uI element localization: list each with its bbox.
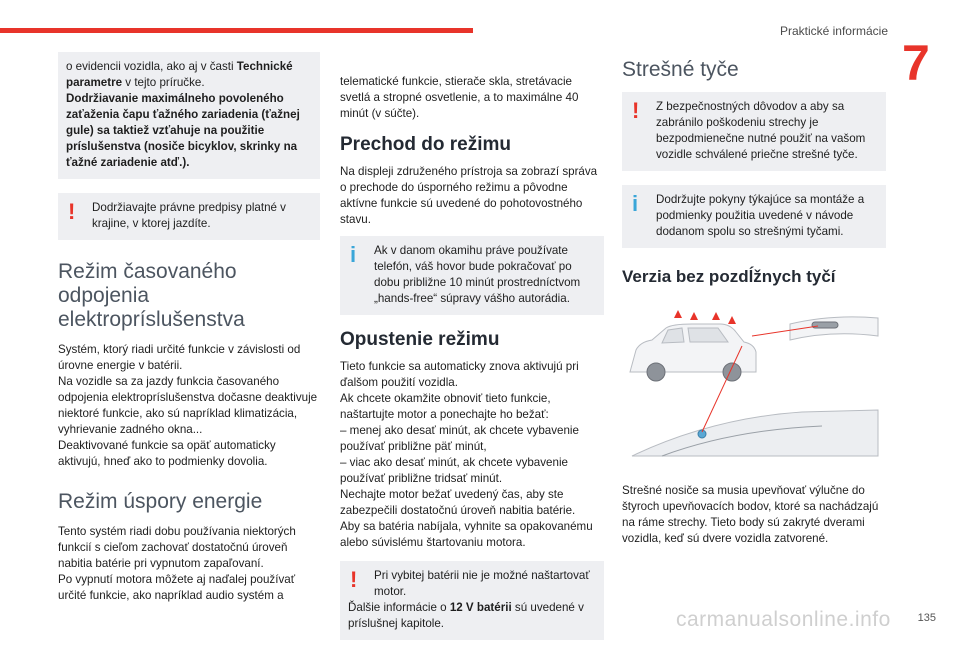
page-number: 135 (917, 612, 936, 624)
heading-timed-disconnect: Režim časovaného odpojenia elektropríslušenstva (58, 260, 245, 331)
paragraph: Na vozidle sa za jazdy funkcia časovaného odpojenia elektropríslušenstva dočasne deaktivuje niektoré funkcie, ako sú napríklad klimatizácia, vyhrievanie zadného okna... (58, 375, 318, 436)
paragraph: Nechajte motor bežať uvedený čas, aby ste zabezpečili dostatočnú úroveň nabitia batérie. (340, 488, 576, 517)
towbar-load-note: Dodržiavanie maximálneho povoleného zaťaženia čapu ťažného zariadenia (ťažnej gule) sa taktiež vzťahuje na použitie príslušenstva (nosiče bicyklov, skrinky na ťažné zariadenie atď.). (66, 92, 300, 169)
warning-box-legal: ! Dodržiavajte právne predpisy platné v krajine, v ktorej jazdíte. (58, 193, 320, 240)
watermark: carmanualsonline.info (676, 608, 891, 631)
warning-icon: ! (350, 567, 358, 592)
roof-bar-mounting-illustration (622, 306, 884, 466)
heading-leaving-mode: Opustenie režimu (340, 329, 500, 350)
roof-frame-detail (632, 410, 878, 456)
heading-no-rails: Verzia bez pozdĺžnych tyčí (622, 267, 836, 286)
paragraph: Aby sa batéria nabíjala, vyhnite sa opakovanému alebo súvislému štartovaniu motora. (340, 520, 593, 549)
paragraph: Na displeji združeného prístroja sa zobrazí správa o prechode do úsporného režimu a pôvodne aktívne funkcie sú uvedené do pohotovostného stavu. (340, 165, 598, 226)
heading-energy-saving: Režim úspory energie (58, 490, 263, 513)
info-box-phone: i Ak v danom okamihu práve používate telefón, váš hovor bude pokračovať po dobu približne 10 minút prostredníctvom „hands-free“ súpravy vášho autorádia. (340, 236, 604, 315)
warning-icon: ! (632, 98, 640, 123)
paragraph: Tento systém riadi dobu používania niektorých funkcií s cieľom zachovať dostatočnú úroveň nabitia batérie pri vypnutom zapaľovaní. (58, 525, 296, 570)
paragraph: Tieto funkcie sa automaticky znova aktivujú pri ďalšom použití vozidla. (340, 360, 579, 389)
battery-reference: Ďalšie informácie o 12 V batérii sú uvedené v príslušnej kapitole. (348, 601, 584, 630)
paragraph: Systém, ktorý riadi určité funkcie v závislosti od úrovne energie v batérii. (58, 343, 301, 372)
heading-roof-bars: Strešné tyče (622, 58, 739, 81)
column-right (622, 52, 886, 547)
car-illustration (630, 324, 756, 381)
paragraph: Po vypnutí motora môžete aj naďalej používať určité funkcie, ako napríklad audio systém a (58, 573, 296, 602)
info-icon: i (632, 191, 639, 216)
intro-paragraph: o evidencii vozidla, ako aj v časti Technické parametre v tejto príručke. (66, 60, 293, 89)
header-accent-bar (0, 28, 473, 33)
warning-box-battery: ! Pri vybitej batérii nie je možné naštartovať motor. Ďalšie informácie o 12 V batérii sú uvedené v príslušnej kapitole. (340, 561, 604, 640)
mounting-point-arrows (674, 310, 736, 324)
warning-icon: ! (68, 199, 76, 224)
column-middle (340, 74, 604, 654)
column-left (58, 52, 320, 604)
list-item: – viac ako desať minút, ak chcete vybavenie používať približne tridsať minút. (340, 456, 568, 485)
paragraph: Ak chcete okamžite obnoviť tieto funkcie, naštartujte motor a ponechajte ho bežať: (340, 392, 551, 421)
list-item: – menej ako desať minút, ak chcete vybavenie používať približne päť minút, (340, 424, 579, 453)
section-title: Praktické informácie (779, 24, 888, 38)
paragraph: Deaktivované funkcie sa opäť automaticky aktivujú, hneď ako to podmienky dovolia. (58, 439, 276, 468)
intro-note-box (58, 52, 320, 179)
info-icon: i (350, 242, 357, 267)
chapter-number: 7 (902, 35, 930, 91)
paragraph: telematické funkcie, stierače skla, stretávacie svetlá a stropné osvetlenie, a to maximálne 40 minút (v súčte). (340, 75, 579, 120)
info-box-roof: i Dodržujte pokyny týkajúce sa montáže a podmienky použitia uvedené v návode dodanom spolu so strešnými tyčami. (622, 185, 886, 248)
paragraph: Strešné nosiče sa musia upevňovať výlučne do štyroch upevňovacích bodov, ktoré sa nachádzajú na ráme strechy. Tieto body sú zakryté dverami vozidla, keď sú dvere vozidla zatvorené. (622, 484, 879, 545)
warning-box-roof: ! Z bezpečnostných dôvodov a aby sa zabránilo poškodeniu strechy je bezpodmienečne nutné použiť na vašom vozidle schválené priečne strešné tyče. (622, 92, 886, 171)
heading-entering-mode: Prechod do režimu (340, 134, 512, 155)
